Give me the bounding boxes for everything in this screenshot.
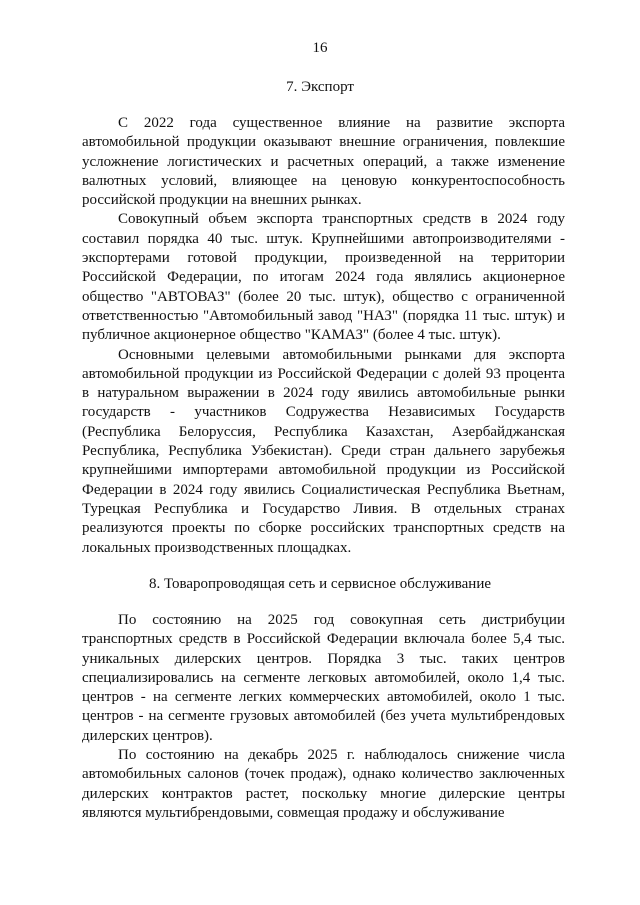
paragraph: Основными целевыми автомобильными рынками для экспорта автомобильной продукции из Российской Федерации с долей 93 процента в натуральном выражении в 2024 году явились автомобильные рынки государств - участников Содружества Независимых Государств (Республика Белоруссия, Республика Казахстан, Азербайджанская Республика, Республика Узбекистан). Среди стран дальнего зарубежья крупнейшими импортерами автомобильной продукции из Российской Федерации в 2024 году явились Социалистическая Республика Вьетнам, Турецкая Республика и Государство Ливия. В отдельных странах реализуются проекты по сборке российских транспортных средств на локальных производственных площадках. bbox=[82, 346, 565, 556]
section-body-export bbox=[82, 114, 565, 558]
paragraph: С 2022 года существенное влияние на развитие экспорта автомобильной продукции оказывают внешние ограничения, повлекшие усложнение логистических и расчетных операций, а также изменение валютных условий, влияющее на ценовую конкурентоспособность российской продукции на внешних рынках. bbox=[82, 115, 565, 209]
page-number: 16 bbox=[312, 40, 328, 56]
paragraph: По состоянию на 2025 год совокупная сеть дистрибуции транспортных средств в Российской Федерации включала более 5,4 тыс. уникальных дилерских центров. Порядка 3 тыс. таких центров специализировались на сегменте легковых автомобилей, около 1,4 тыс. центров - на сегменте легких коммерческих автомобилей, около 1 тыс. центров - на сегменте грузовых автомобилей (без учета мультибрендовых дилерских центров). bbox=[82, 612, 565, 744]
section-heading-distribution: 8. Товаропроводящая сеть и сервисное обслуживание bbox=[148, 576, 492, 592]
paragraph: Совокупный объем экспорта транспортных средств в 2024 году составил порядка 40 тыс. штук. Крупнейшими автопроизводителями - экспортерами готовой продукции, произведенной на территории Российской Федерации, по итогам 2024 года являлись акционерное общество "АВТОВАЗ" (более 20 тыс. штук), общество с ограниченной ответственностью "Автомобильный завод "НАЗ" (порядка 11 тыс. штук) и публичное акционерное общество "КАМАЗ" (более 4 тыс. штук). bbox=[82, 211, 565, 344]
section-heading-export: 7. Экспорт bbox=[286, 79, 354, 95]
section-body-distribution bbox=[82, 611, 565, 823]
paragraph: По состоянию на декабрь 2025 г. наблюдалось снижение числа автомобильных салонов (точек продаж), однако количество заключенных дилерских контрактов растет, поскольку многие дилерские центры являются мультибрендовыми, совмещая продажу и обслуживание bbox=[82, 747, 565, 821]
